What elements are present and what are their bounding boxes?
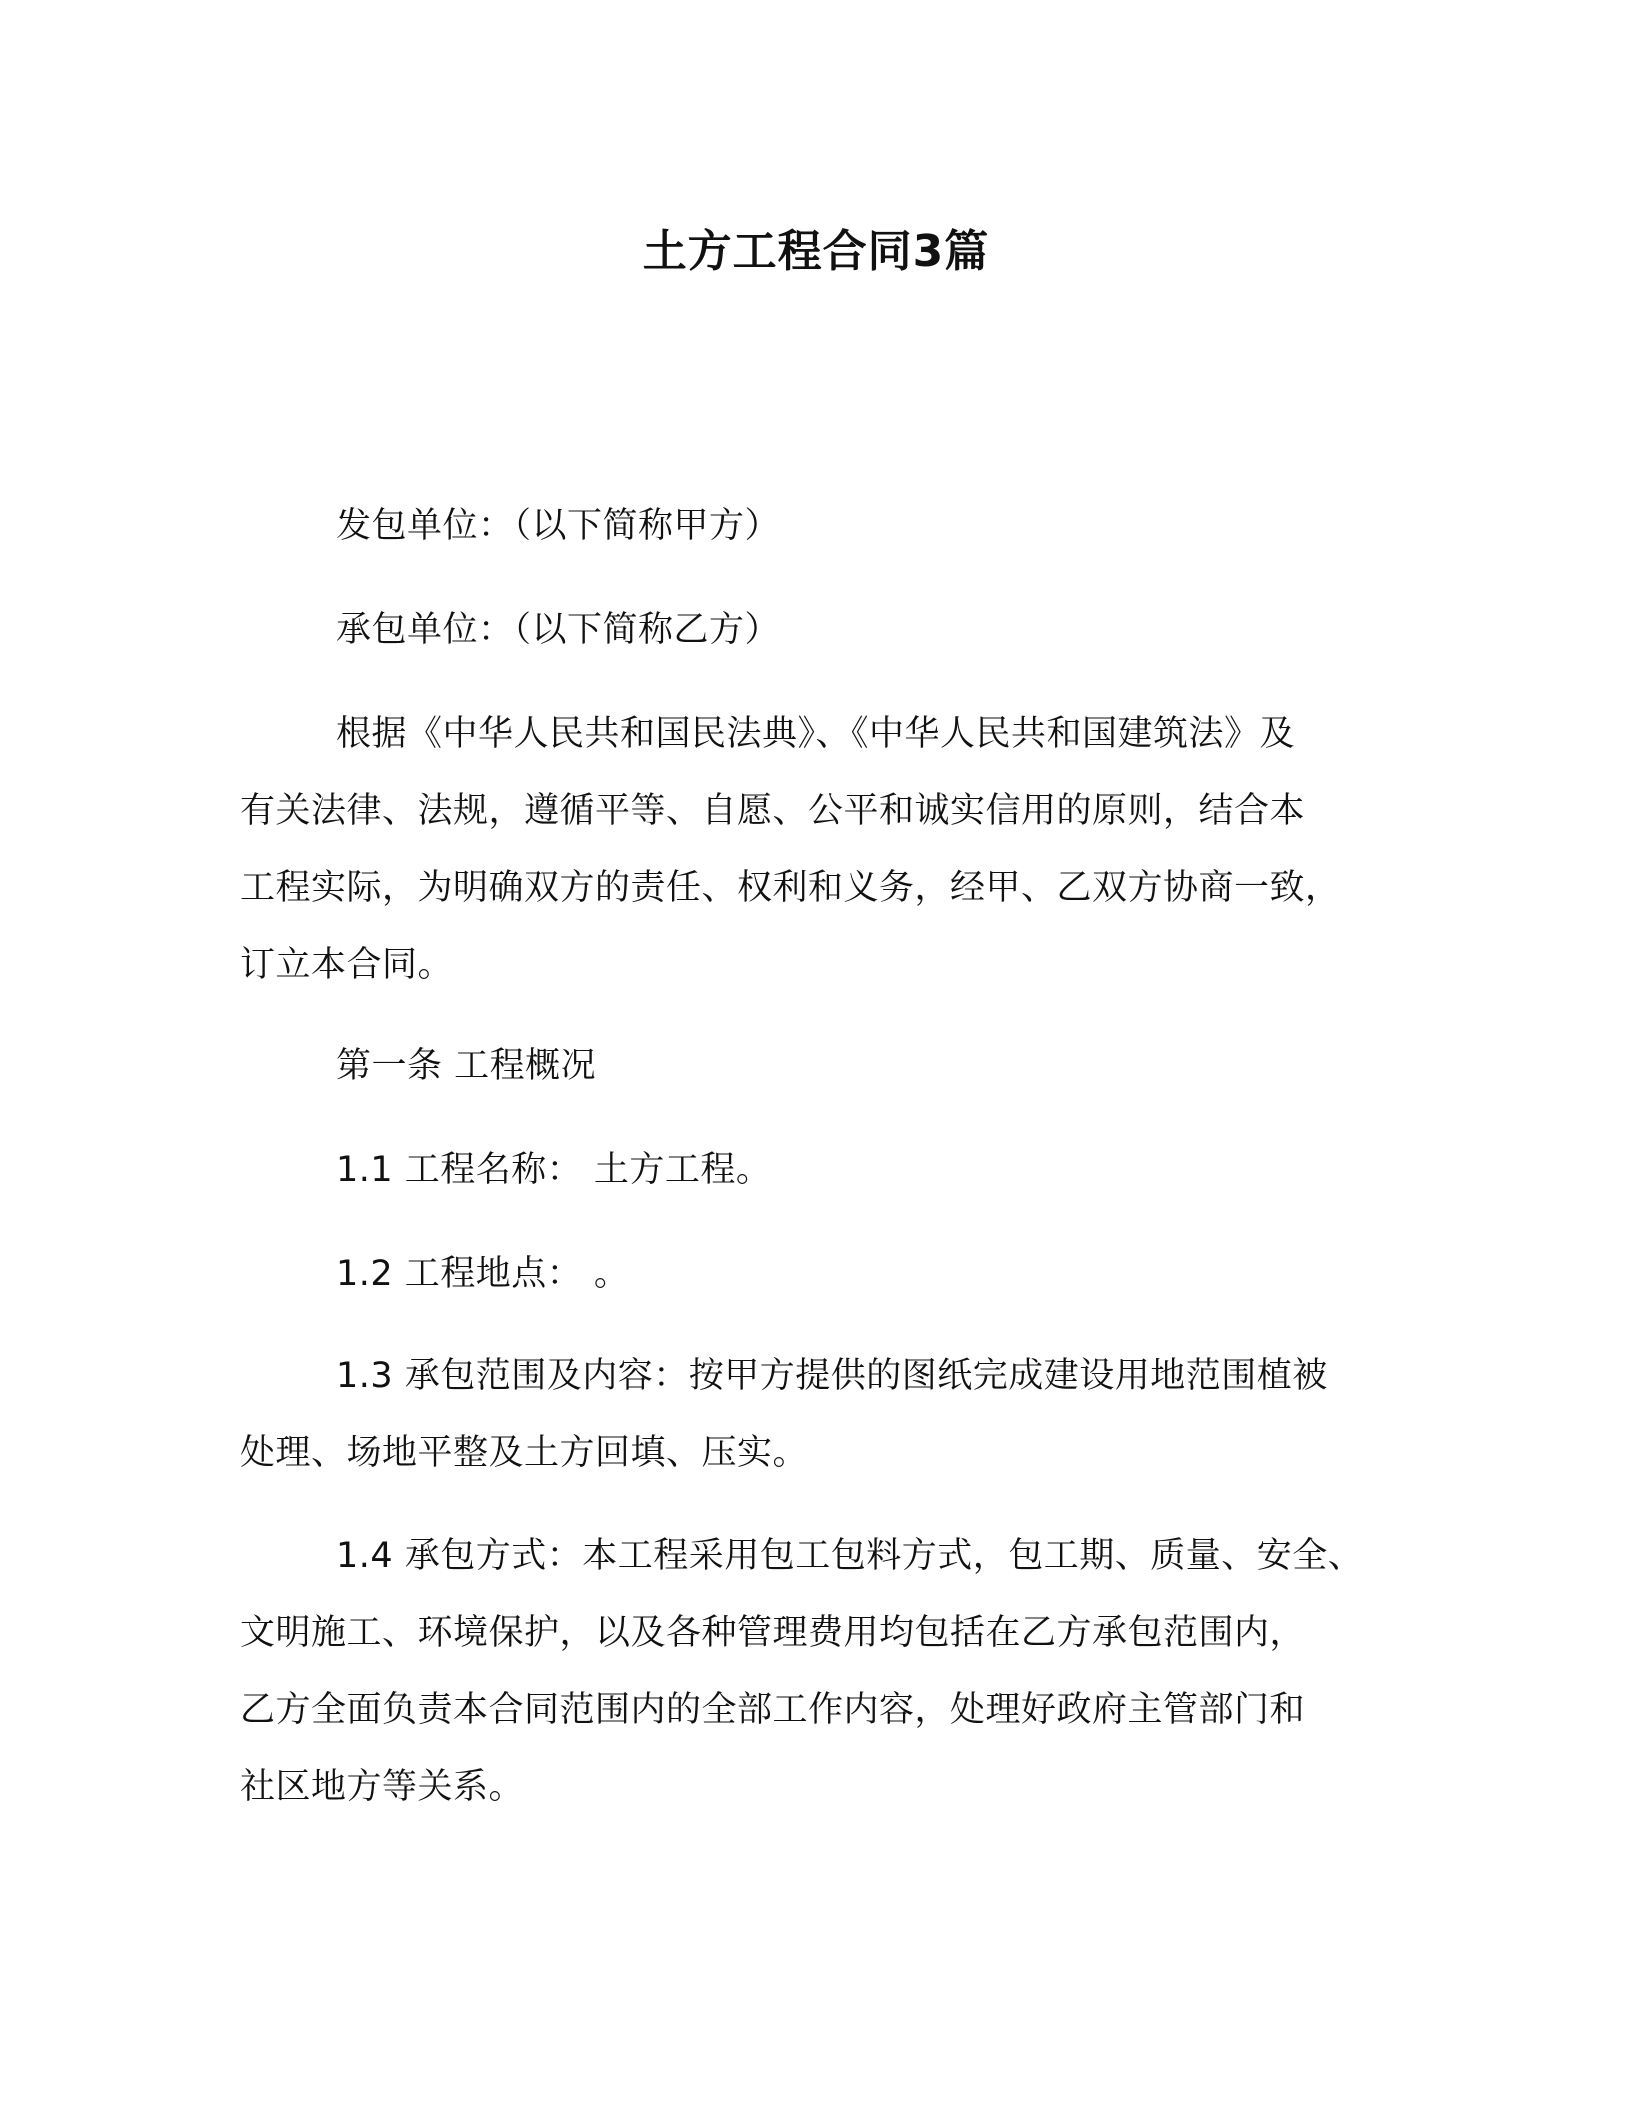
clause-1-4-line: 乙方全面负责本合同范围内的全部工作内容，处理好政府主管部门和 (240, 1690, 1306, 1730)
clause-1-2 (240, 1236, 1392, 1313)
article-1-title: 第一条 工程概况 (336, 1046, 597, 1086)
article-heading (240, 1028, 1392, 1105)
clause-1-3 (240, 1338, 1392, 1492)
clause-1-2-text: 1.2 工程地点： 。 (336, 1254, 630, 1294)
intro-line: 工程实际，为明确双方的责任、权利和义务，经甲、乙双方协商一致， (240, 868, 1341, 908)
intro-line: 根据《中华人民共和国民法典》、《中华人民共和国建筑法》及 (336, 714, 1296, 754)
clause-1-4-line: 文明施工、环境保护，以及各种管理费用均包括在乙方承包范围内， (240, 1613, 1306, 1653)
clause-1-4-line: 社区地方等关系。 (240, 1767, 525, 1807)
intro-line: 有关法律、法规，遵循平等、自愿、公平和诚实信用的原则，结合本 (240, 791, 1306, 831)
paragraph-employer (240, 488, 1392, 565)
contractor-line: 承包单位：（以下简称乙方） (336, 610, 781, 650)
employer-line: 发包单位：（以下简称甲方） (336, 506, 781, 546)
intro-line: 订立本合同。 (240, 945, 454, 985)
clause-1-3-line: 1.3 承包范围及内容：按甲方提供的图纸完成建设用地范围植被 (336, 1356, 1328, 1396)
clause-1-4 (240, 1518, 1392, 1826)
paragraph-contractor (240, 592, 1392, 669)
clause-1-1-text: 1.1 工程名称： 土方工程。 (336, 1150, 772, 1190)
paragraph-intro (240, 696, 1392, 1004)
clause-1-4-line: 1.4 承包方式：本工程采用包工包料方式，包工期、质量、安全、 (336, 1536, 1364, 1576)
clause-1-1 (240, 1132, 1392, 1209)
clause-1-3-line: 处理、场地平整及土方回填、压实。 (240, 1433, 809, 1473)
document-title: 土方工程合同3篇 (642, 226, 990, 277)
